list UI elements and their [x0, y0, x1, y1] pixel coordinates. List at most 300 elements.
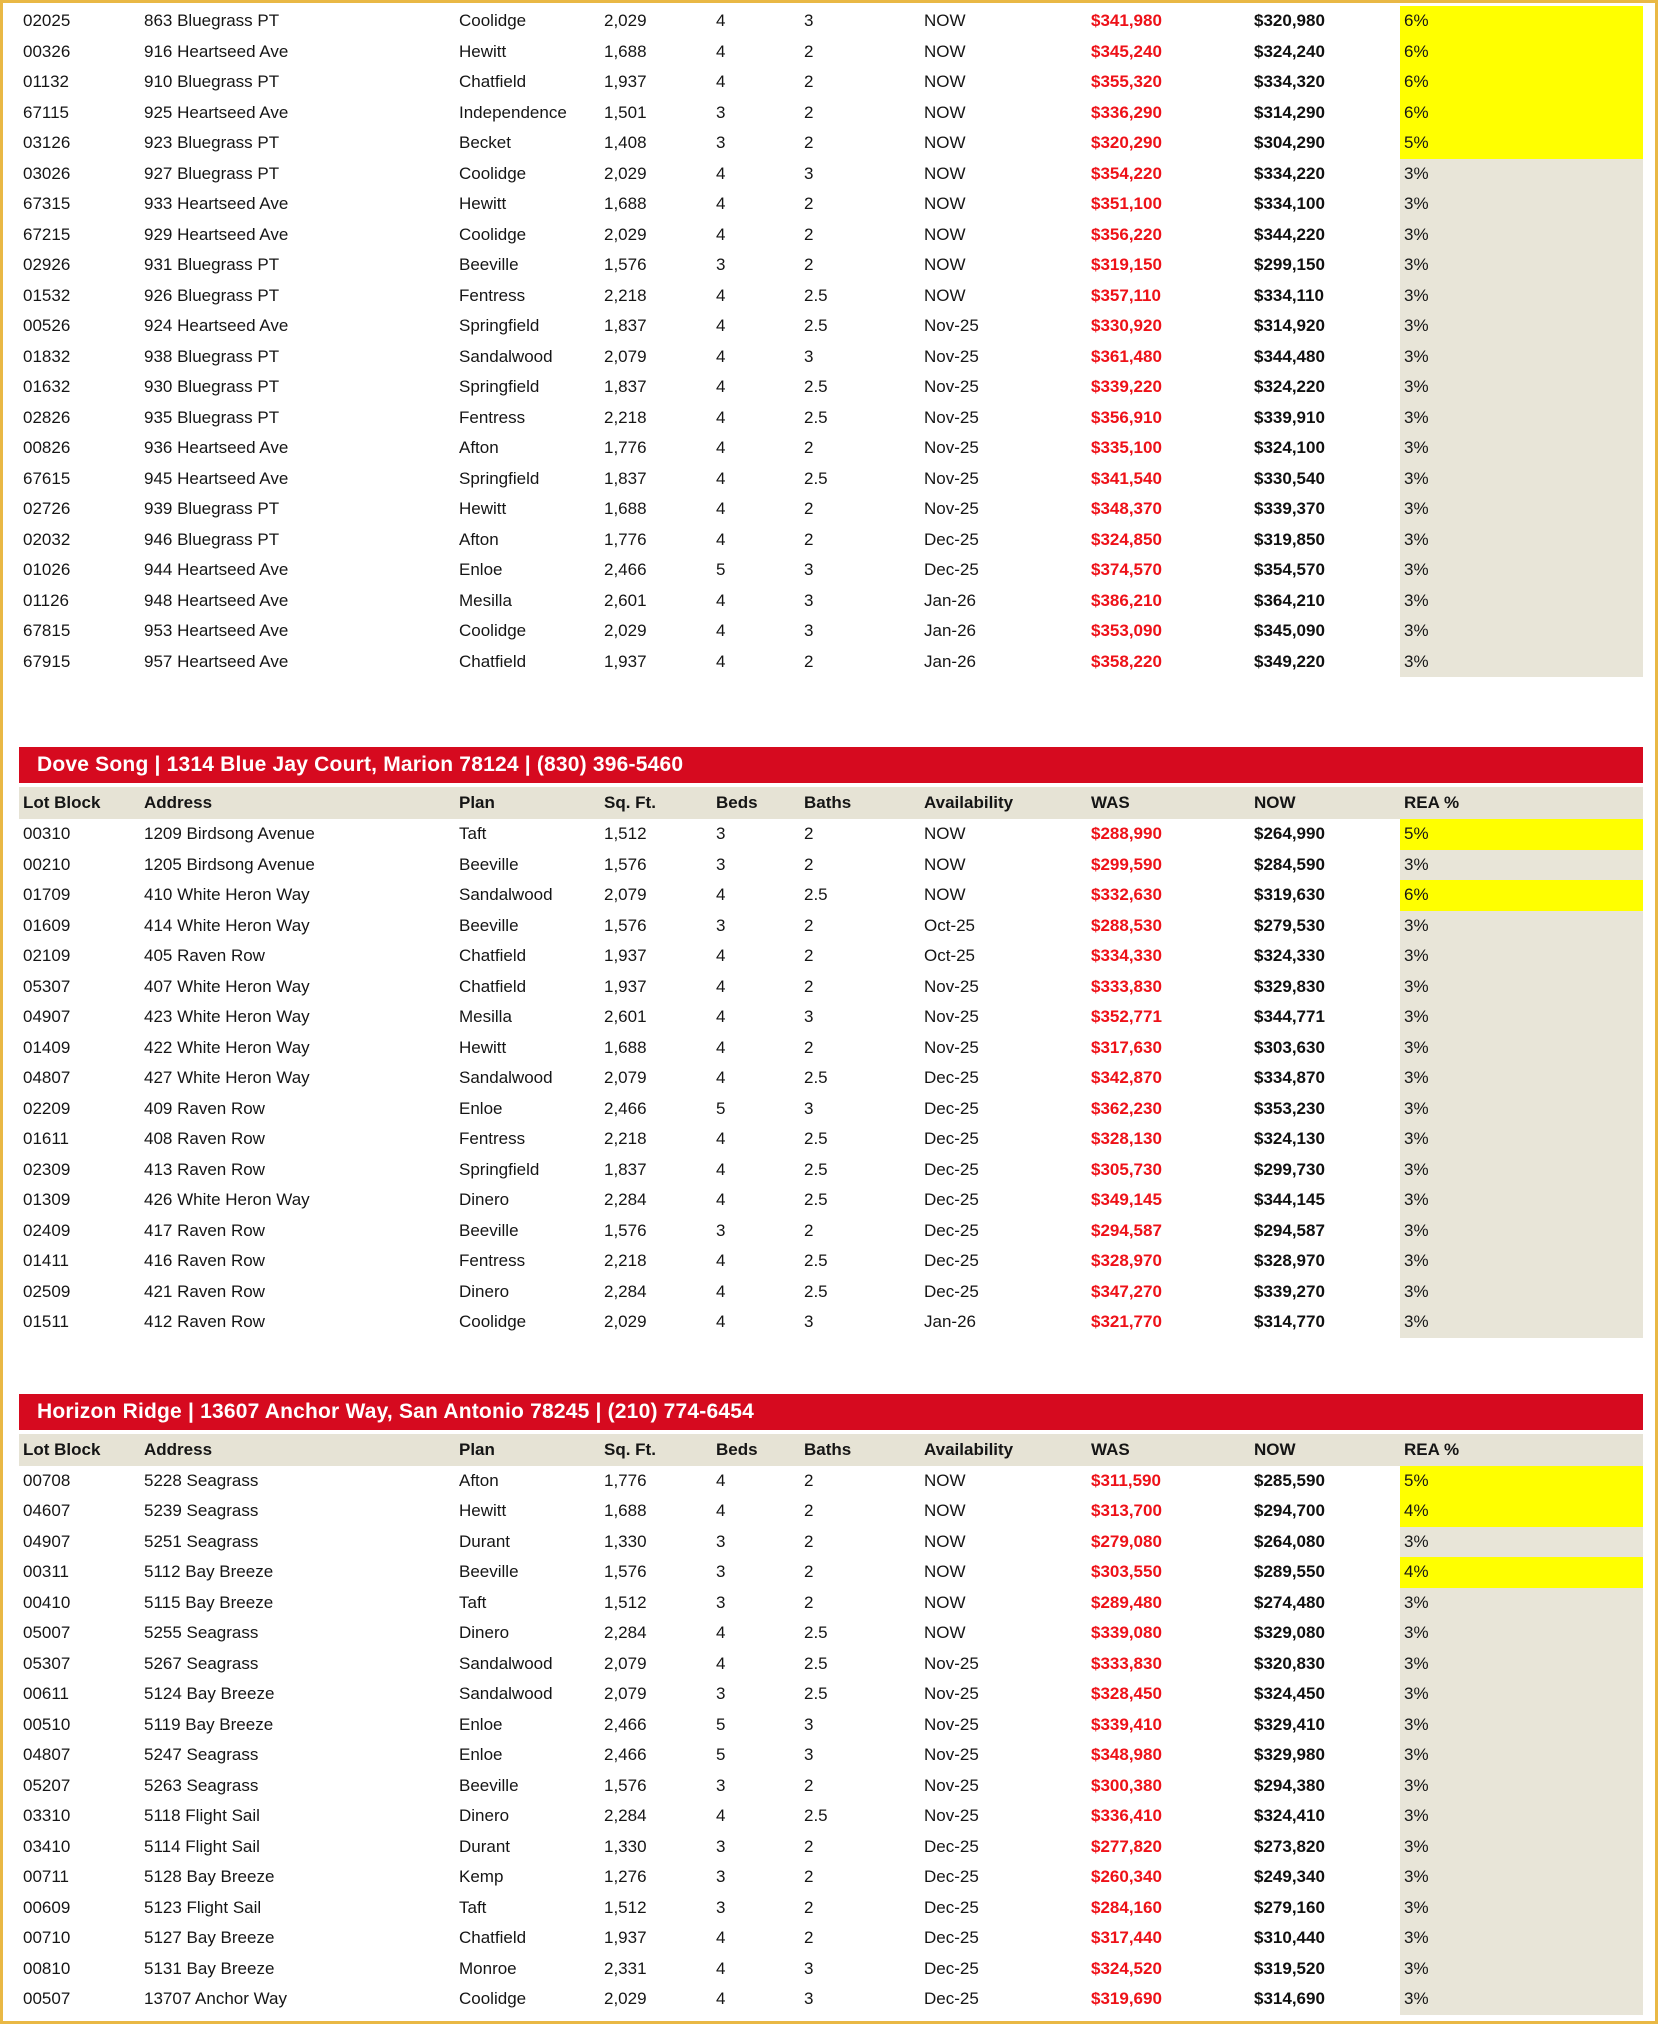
cell-address: 5251 Seagrass: [144, 1531, 259, 1551]
cell-rea: 3%: [1400, 220, 1643, 251]
cell-baths: 3: [804, 560, 814, 580]
cell-address: 409 Raven Row: [144, 1098, 265, 1118]
cell-rea: 3%: [1400, 1771, 1643, 1802]
cell-rea: 3%: [1400, 1094, 1643, 1125]
cell-address: 924 Heartseed Ave: [144, 316, 289, 336]
cell-was: $303,550: [1091, 1562, 1162, 1582]
cell-address: 421 Raven Row: [144, 1281, 265, 1301]
cell-lot: 67815: [23, 621, 71, 641]
cell-now: $294,700: [1254, 1501, 1325, 1521]
cell-address: 407 White Heron Way: [144, 976, 310, 996]
table-rows: [19, 6, 1643, 677]
cell-was: $277,820: [1091, 1836, 1162, 1856]
table-row: [19, 1649, 1643, 1680]
table-row: [19, 1679, 1643, 1710]
cell-address: 925 Heartseed Ave: [144, 102, 289, 122]
cell-was: $284,160: [1091, 1897, 1162, 1917]
table-row: [19, 1002, 1643, 1033]
cell-plan: Beeville: [459, 854, 519, 874]
cell-plan: Hewitt: [459, 499, 507, 519]
cell-lot: 00526: [23, 316, 71, 336]
cell-now: $320,830: [1254, 1653, 1325, 1673]
cell-lot: 00326: [23, 41, 71, 61]
column-header-row: [19, 787, 1643, 819]
cell-rea: 3%: [1400, 1710, 1643, 1741]
cell-plan: Sandalwood: [459, 1653, 553, 1673]
table-row: [19, 372, 1643, 403]
table-row: [19, 1832, 1643, 1863]
cell-rea: 5%: [1400, 819, 1643, 850]
cell-plan: Mesilla: [459, 1007, 512, 1027]
cell-rea: 3%: [1400, 586, 1643, 617]
cell-plan: Enloe: [459, 1745, 503, 1765]
table-row: [19, 37, 1643, 68]
cell-sqft: 1,501: [604, 102, 647, 122]
cell-rea: 3%: [1400, 159, 1643, 190]
cell-avail: Dec-25: [924, 1897, 979, 1917]
cell-plan: Enloe: [459, 1098, 503, 1118]
cell-lot: 03410: [23, 1836, 71, 1856]
column-header-beds: Beds: [716, 1439, 758, 1459]
column-header-address: Address: [144, 1439, 213, 1459]
cell-address: 948 Heartseed Ave: [144, 590, 289, 610]
cell-baths: 2: [804, 194, 814, 214]
cell-now: $345,090: [1254, 621, 1325, 641]
cell-beds: 3: [716, 854, 726, 874]
cell-was: $353,090: [1091, 621, 1162, 641]
column-header-sqft: Sq. Ft.: [604, 793, 656, 812]
cell-beds: 4: [716, 976, 726, 996]
table-row: [19, 1527, 1643, 1558]
cell-lot: 02032: [23, 529, 71, 549]
cell-was: $311,590: [1091, 1470, 1161, 1490]
cell-now: $289,550: [1254, 1562, 1325, 1582]
cell-lot: 01409: [23, 1037, 71, 1057]
cell-beds: 4: [716, 224, 726, 244]
cell-address: 933 Heartseed Ave: [144, 194, 289, 214]
cell-avail: NOW: [924, 255, 966, 275]
cell-plan: Sandalwood: [459, 885, 553, 905]
cell-baths: 3: [804, 11, 814, 31]
cell-rea: 3%: [1400, 1527, 1643, 1558]
cell-sqft: 1,837: [604, 1159, 647, 1179]
cell-avail: Jan-26: [924, 621, 976, 641]
cell-lot: 01132: [23, 72, 70, 92]
table-row: [19, 220, 1643, 251]
cell-sqft: 2,466: [604, 1745, 647, 1765]
cell-plan: Enloe: [459, 1714, 503, 1734]
cell-was: $330,920: [1091, 316, 1162, 336]
cell-was: $288,990: [1091, 824, 1162, 844]
cell-rea: 3%: [1400, 1185, 1643, 1216]
cell-lot: 00210: [23, 854, 71, 874]
cell-baths: 2: [804, 1775, 814, 1795]
cell-now: $319,630: [1254, 885, 1325, 905]
cell-lot: 00311: [23, 1562, 70, 1582]
cell-plan: Independence: [459, 102, 567, 122]
cell-plan: Becket: [459, 133, 511, 153]
cell-lot: 01309: [23, 1190, 71, 1210]
community-table-continuation: [19, 6, 1643, 677]
cell-baths: 3: [804, 1745, 814, 1765]
cell-beds: 5: [716, 560, 726, 580]
cell-sqft: 2,218: [604, 285, 647, 305]
cell-address: 5247 Seagrass: [144, 1745, 259, 1765]
column-header-row: [19, 1434, 1643, 1466]
cell-plan: Hewitt: [459, 41, 507, 61]
table-row: [19, 1246, 1643, 1277]
cell-now: $354,570: [1254, 560, 1325, 580]
cell-lot: 02409: [23, 1220, 71, 1240]
cell-avail: NOW: [924, 854, 966, 874]
table-row: [19, 1277, 1643, 1308]
cell-sqft: 2,218: [604, 407, 647, 427]
cell-beds: 3: [716, 1775, 726, 1795]
cell-baths: 2: [804, 1531, 814, 1551]
cell-plan: Coolidge: [459, 224, 527, 244]
cell-avail: Dec-25: [924, 1190, 979, 1210]
cell-beds: 4: [716, 1806, 726, 1826]
cell-was: $341,980: [1091, 11, 1162, 31]
cell-lot: 00507: [23, 1989, 71, 2009]
table-row: [19, 1094, 1643, 1125]
cell-plan: Fentress: [459, 285, 526, 305]
cell-avail: Oct-25: [924, 915, 976, 935]
cell-rea: 3%: [1400, 1063, 1643, 1094]
table-row: [19, 1923, 1643, 1954]
cell-beds: 3: [716, 102, 726, 122]
cell-sqft: 1,688: [604, 499, 647, 519]
cell-avail: Nov-25: [924, 468, 979, 488]
cell-avail: Nov-25: [924, 316, 979, 336]
cell-lot: 00510: [23, 1714, 71, 1734]
cell-plan: Fentress: [459, 1129, 526, 1149]
cell-beds: 3: [716, 1684, 726, 1704]
cell-now: $279,160: [1254, 1897, 1325, 1917]
cell-rea: 3%: [1400, 1588, 1643, 1619]
cell-was: $341,540: [1091, 468, 1162, 488]
cell-plan: Hewitt: [459, 1037, 507, 1057]
cell-beds: 3: [716, 1592, 726, 1612]
cell-address: 1205 Birdsong Avenue: [144, 854, 315, 874]
cell-sqft: 2,284: [604, 1623, 647, 1643]
cell-sqft: 2,079: [604, 1684, 647, 1704]
cell-avail: Nov-25: [924, 377, 979, 397]
cell-address: 416 Raven Row: [144, 1251, 265, 1271]
cell-rea: 3%: [1400, 616, 1643, 647]
cell-avail: NOW: [924, 1501, 966, 1521]
cell-avail: Dec-25: [924, 529, 979, 549]
cell-avail: Oct-25: [924, 946, 976, 966]
cell-now: $324,410: [1254, 1806, 1325, 1826]
cell-now: $249,340: [1254, 1867, 1325, 1887]
cell-was: $361,480: [1091, 346, 1162, 366]
cell-baths: 2.5: [804, 1806, 828, 1826]
cell-beds: 5: [716, 1714, 726, 1734]
cell-was: $374,570: [1091, 560, 1162, 580]
cell-plan: Coolidge: [459, 163, 527, 183]
table-row: [19, 1063, 1643, 1094]
cell-beds: 3: [716, 133, 726, 153]
cell-plan: Mesilla: [459, 590, 512, 610]
table-row: [19, 1771, 1643, 1802]
cell-beds: 3: [716, 1897, 726, 1917]
cell-beds: 3: [716, 915, 726, 935]
cell-now: $314,690: [1254, 1989, 1325, 2009]
cell-rea: 3%: [1400, 647, 1643, 678]
cell-address: 5228 Seagrass: [144, 1470, 259, 1490]
cell-avail: Jan-26: [924, 590, 976, 610]
cell-sqft: 2,029: [604, 11, 647, 31]
community-banner: [19, 747, 1643, 783]
column-header-baths: Baths: [804, 793, 852, 812]
cell-plan: Dinero: [459, 1281, 510, 1301]
cell-lot: 03126: [23, 133, 71, 153]
cell-baths: 2.5: [804, 1190, 828, 1210]
cell-avail: Dec-25: [924, 1989, 979, 2009]
community-banner-text: Horizon Ridge | 13607 Anchor Way, San Antonio 78245 | (210) 774-6454: [37, 1399, 755, 1423]
cell-baths: 2: [804, 529, 814, 549]
cell-sqft: 2,029: [604, 1312, 647, 1332]
cell-was: $260,340: [1091, 1867, 1162, 1887]
table-row: [19, 1124, 1643, 1155]
cell-plan: Taft: [459, 824, 487, 844]
cell-rea: 6%: [1400, 67, 1643, 98]
cell-beds: 4: [716, 316, 726, 336]
cell-sqft: 2,284: [604, 1190, 647, 1210]
cell-was: $317,440: [1091, 1928, 1162, 1948]
cell-now: $319,520: [1254, 1958, 1325, 1978]
cell-was: $356,910: [1091, 407, 1162, 427]
column-header-avail: Availability: [924, 793, 1014, 812]
cell-address: 427 White Heron Way: [144, 1068, 310, 1088]
table-row: [19, 1185, 1643, 1216]
cell-plan: Sandalwood: [459, 1684, 553, 1704]
cell-beds: 4: [716, 946, 726, 966]
cell-was: $333,830: [1091, 1653, 1162, 1673]
cell-baths: 2: [804, 255, 814, 275]
cell-baths: 3: [804, 590, 814, 610]
cell-baths: 2.5: [804, 316, 828, 336]
cell-beds: 5: [716, 1098, 726, 1118]
cell-address: 929 Heartseed Ave: [144, 224, 289, 244]
cell-was: $351,100: [1091, 194, 1162, 214]
cell-now: $353,230: [1254, 1098, 1325, 1118]
cell-rea: 3%: [1400, 372, 1643, 403]
cell-lot: 00710: [23, 1928, 71, 1948]
cell-now: $334,110: [1254, 285, 1324, 305]
cell-lot: 04807: [23, 1068, 71, 1088]
table-row: [19, 1496, 1643, 1527]
cell-was: $328,450: [1091, 1684, 1162, 1704]
cell-avail: NOW: [924, 1562, 966, 1582]
cell-rea: 3%: [1400, 1124, 1643, 1155]
cell-plan: Beeville: [459, 1775, 519, 1795]
cell-address: 5112 Bay Breeze: [144, 1562, 274, 1582]
cell-was: $333,830: [1091, 976, 1162, 996]
cell-baths: 3: [804, 621, 814, 641]
cell-lot: 03310: [23, 1806, 71, 1826]
cell-baths: 2: [804, 133, 814, 153]
cell-now: $299,150: [1254, 255, 1325, 275]
cell-address: 5267 Seagrass: [144, 1653, 259, 1673]
cell-address: 5239 Seagrass: [144, 1501, 259, 1521]
table-row: [19, 1801, 1643, 1832]
cell-now: $344,145: [1254, 1190, 1325, 1210]
cell-sqft: 2,029: [604, 224, 647, 244]
cell-baths: 3: [804, 346, 814, 366]
cell-avail: Nov-25: [924, 1007, 979, 1027]
cell-rea: 3%: [1400, 1033, 1643, 1064]
cell-lot: 01609: [23, 915, 71, 935]
cell-lot: 05307: [23, 1653, 71, 1673]
cell-plan: Dinero: [459, 1806, 510, 1826]
cell-sqft: 1,276: [604, 1867, 647, 1887]
cell-beds: 4: [716, 1312, 726, 1332]
cell-rea: 3%: [1400, 1216, 1643, 1247]
column-header-was: WAS: [1091, 793, 1130, 812]
table-row: [19, 403, 1643, 434]
cell-was: $348,370: [1091, 499, 1162, 519]
cell-rea: 3%: [1400, 1832, 1643, 1863]
cell-rea: 6%: [1400, 6, 1643, 37]
cell-rea: 6%: [1400, 880, 1643, 911]
cell-baths: 2.5: [804, 1159, 828, 1179]
column-header-sqft: Sq. Ft.: [604, 1439, 656, 1459]
cell-was: $321,770: [1091, 1312, 1162, 1332]
cell-beds: 4: [716, 438, 726, 458]
cell-avail: Nov-25: [924, 1037, 979, 1057]
cell-address: 417 Raven Row: [144, 1220, 265, 1240]
cell-baths: 2.5: [804, 285, 828, 305]
table-row: [19, 67, 1643, 98]
cell-baths: 2: [804, 1836, 814, 1856]
cell-plan: Springfield: [459, 1159, 540, 1179]
cell-baths: 3: [804, 1714, 814, 1734]
cell-sqft: 2,029: [604, 621, 647, 641]
cell-address: 944 Heartseed Ave: [144, 560, 289, 580]
cell-avail: Nov-25: [924, 346, 979, 366]
cell-avail: Jan-26: [924, 1312, 976, 1332]
cell-address: 413 Raven Row: [144, 1159, 265, 1179]
cell-sqft: 2,079: [604, 1068, 647, 1088]
table-row: [19, 1307, 1643, 1338]
cell-lot: 01632: [23, 377, 71, 397]
cell-sqft: 1,512: [604, 1897, 647, 1917]
column-header-rea: REA %: [1404, 793, 1460, 812]
cell-avail: NOW: [924, 824, 966, 844]
cell-lot: 00609: [23, 1897, 71, 1917]
cell-was: $319,690: [1091, 1989, 1162, 2009]
cell-baths: 2: [804, 824, 814, 844]
cell-beds: 4: [716, 529, 726, 549]
cell-now: $364,210: [1254, 590, 1325, 610]
cell-now: $334,100: [1254, 194, 1325, 214]
cell-beds: 3: [716, 1220, 726, 1240]
table-rows: [19, 1466, 1643, 2015]
cell-was: $349,145: [1091, 1190, 1162, 1210]
cell-address: 423 White Heron Way: [144, 1007, 310, 1027]
cell-beds: 4: [716, 499, 726, 519]
table-row: [19, 586, 1643, 617]
cell-baths: 2: [804, 1562, 814, 1582]
cell-now: $339,270: [1254, 1281, 1325, 1301]
cell-baths: 3: [804, 1007, 814, 1027]
cell-address: 953 Heartseed Ave: [144, 621, 289, 641]
cell-plan: Chatfield: [459, 651, 527, 671]
table-row: [19, 128, 1643, 159]
cell-now: $334,320: [1254, 72, 1325, 92]
cell-plan: Chatfield: [459, 976, 527, 996]
table-row: [19, 972, 1643, 1003]
cell-avail: NOW: [924, 163, 966, 183]
cell-rea: 3%: [1400, 464, 1643, 495]
table-row: [19, 433, 1643, 464]
cell-was: $356,220: [1091, 224, 1162, 244]
cell-avail: Dec-25: [924, 1836, 979, 1856]
cell-lot: 05307: [23, 976, 71, 996]
cell-baths: 2: [804, 976, 814, 996]
cell-plan: Dinero: [459, 1190, 510, 1210]
cell-sqft: 1,576: [604, 854, 647, 874]
cell-avail: NOW: [924, 885, 966, 905]
cell-lot: 02726: [23, 499, 71, 519]
cell-plan: Afton: [459, 529, 499, 549]
cell-beds: 4: [716, 41, 726, 61]
table-row: [19, 880, 1643, 911]
cell-beds: 4: [716, 1037, 726, 1057]
cell-avail: NOW: [924, 41, 966, 61]
cell-plan: Springfield: [459, 316, 540, 336]
cell-lot: 01832: [23, 346, 71, 366]
table-row: [19, 941, 1643, 972]
cell-avail: Dec-25: [924, 1867, 979, 1887]
table-row: [19, 1588, 1643, 1619]
cell-rea: 3%: [1400, 1923, 1643, 1954]
cell-address: 927 Bluegrass PT: [144, 163, 280, 183]
cell-lot: 00611: [23, 1684, 70, 1704]
cell-beds: 4: [716, 407, 726, 427]
cell-beds: 4: [716, 885, 726, 905]
cell-plan: Chatfield: [459, 946, 527, 966]
cell-baths: 3: [804, 1312, 814, 1332]
cell-avail: Nov-25: [924, 407, 979, 427]
cell-rea: 6%: [1400, 37, 1643, 68]
cell-was: $299,590: [1091, 854, 1162, 874]
cell-sqft: 2,079: [604, 885, 647, 905]
cell-beds: 4: [716, 1470, 726, 1490]
table-row: [19, 1984, 1643, 2015]
cell-was: $328,970: [1091, 1251, 1162, 1271]
cell-rea: 3%: [1400, 850, 1643, 881]
cell-sqft: 1,688: [604, 1037, 647, 1057]
cell-beds: 3: [716, 824, 726, 844]
cell-address: 939 Bluegrass PT: [144, 499, 280, 519]
cell-rea: 3%: [1400, 1954, 1643, 1985]
cell-baths: 3: [804, 1958, 814, 1978]
cell-address: 405 Raven Row: [144, 946, 265, 966]
section-gap: [19, 677, 1655, 747]
table-row: [19, 1893, 1643, 1924]
cell-now: $264,080: [1254, 1531, 1325, 1551]
table-row: [19, 281, 1643, 312]
cell-lot: 02209: [23, 1098, 71, 1118]
cell-sqft: 2,218: [604, 1129, 647, 1149]
cell-avail: Nov-25: [924, 438, 979, 458]
cell-was: $317,630: [1091, 1037, 1162, 1057]
table-row: [19, 1740, 1643, 1771]
cell-plan: Monroe: [459, 1958, 517, 1978]
